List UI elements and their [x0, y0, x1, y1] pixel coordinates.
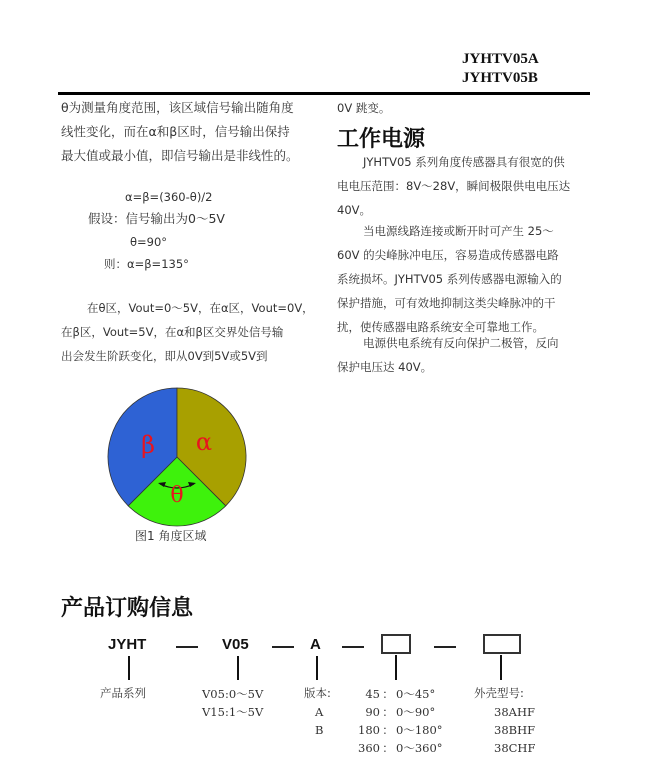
range-code: 45	[365, 687, 380, 701]
connector-range	[395, 655, 397, 680]
text-line: 保护措施，可有效地抑制这类尖峰脉冲的干	[337, 296, 556, 310]
code-range-box[interactable]	[381, 634, 411, 654]
range-sep: ：	[382, 705, 394, 719]
text-line: 在θ区，Vout=0～5V，在α区，Vout=0V，	[87, 301, 314, 315]
text-line: 电电压范围：8V～28V，瞬间极限供电电压达	[337, 179, 571, 193]
figure-caption: 图1 角度区域	[135, 529, 207, 543]
section-title-power: 工作电源	[337, 127, 426, 152]
angle-region-figure	[100, 378, 260, 533]
header-rule	[58, 92, 590, 95]
range-value: 0～90°	[396, 705, 436, 719]
result: 则：α=β=135°	[104, 257, 189, 271]
housing-option: 38BHF	[494, 723, 536, 737]
range-value: 0～180°	[396, 723, 443, 737]
assumption: 假设：信号输出为0～5V	[88, 211, 225, 226]
text-line: 当电源线路连接或断开时可产生 25～	[363, 224, 554, 238]
range-row	[350, 685, 443, 703]
theta-label: θ	[170, 483, 184, 508]
left-para1	[61, 96, 299, 168]
range-row	[350, 703, 443, 721]
housing-label: 外壳型号:	[474, 686, 524, 700]
text-line: 在β区，Vout=5V，在α和β区交界处信号输	[61, 325, 284, 339]
code-voltage: V05	[222, 636, 249, 653]
text-line: θ为测量角度范围，该区域信号输出随角度	[61, 100, 294, 115]
text-line: 电源供电系统有反向保护二极管，反向	[363, 336, 559, 350]
range-sep: ：	[382, 687, 394, 701]
header-model-b: JYHTV05B	[462, 70, 538, 86]
beta-label: β	[141, 431, 155, 459]
formula: α=β=(360-θ)/2	[125, 190, 213, 204]
range-code: 90	[365, 705, 380, 719]
text-line: 保护电压达 40V。	[337, 360, 433, 374]
theta-value: θ=90°	[130, 235, 168, 249]
text-line: 出会发生阶跃变化，即从0V到5V或5V到	[61, 349, 268, 363]
series-label: 产品系列	[100, 686, 146, 700]
code-dash-4	[434, 646, 456, 648]
voltage-option: V05:0～5V	[202, 687, 264, 701]
voltage-options	[202, 685, 263, 721]
alpha-label: α	[195, 428, 213, 456]
connector-version	[316, 656, 318, 680]
right-para1	[337, 150, 570, 222]
text-line: 最大值或最小值，即信号输出是非线性的。	[61, 148, 299, 163]
range-value: 0～45°	[396, 687, 436, 701]
housing-option: 38CHF	[494, 741, 536, 755]
header-model-a: JYHTV05A	[462, 51, 539, 67]
version-option: B	[315, 723, 324, 737]
code-housing-box[interactable]	[483, 634, 521, 654]
version-options	[315, 703, 323, 739]
range-options	[350, 685, 443, 757]
connector-voltage	[237, 656, 239, 680]
right-para2	[337, 219, 562, 339]
code-dash-3	[342, 646, 364, 648]
voltage-option: V15:1～5V	[202, 705, 264, 719]
text-line: JYHTV05 系列角度传感器具有很宽的供	[363, 155, 565, 169]
text-line: 40V。	[337, 203, 372, 217]
code-series: JYHT	[108, 636, 147, 653]
left-para2	[61, 296, 314, 368]
range-value: 0～360°	[396, 741, 443, 755]
right-continuation: 0V 跳变。	[337, 101, 391, 115]
connector-series	[128, 656, 130, 680]
housing-option: 38AHF	[494, 705, 535, 719]
connector-housing	[500, 655, 502, 680]
range-row	[350, 739, 443, 757]
text-line: 60V 的尖峰脉冲电压，容易造成传感器电路	[337, 248, 559, 262]
version-label: 版本:	[304, 686, 331, 700]
range-code: 360	[358, 741, 380, 755]
range-row	[350, 721, 443, 739]
text-line: 系统损坏。JYHTV05 系列传感器电源输入的	[337, 272, 562, 286]
right-para3	[337, 331, 559, 379]
section-title-ordering: 产品订购信息	[61, 596, 194, 621]
range-sep: ：	[382, 723, 394, 737]
code-version: A	[310, 636, 321, 653]
code-dash-2	[272, 646, 294, 648]
text-line: 线性变化，而在α和β区时，信号输出保持	[61, 124, 290, 139]
code-dash-1	[176, 646, 198, 648]
housing-options	[494, 703, 535, 757]
range-sep: ：	[382, 741, 394, 755]
text-line: 扰，使传感器电路系统安全可靠地工作。	[337, 320, 544, 334]
version-option: A	[315, 705, 324, 719]
range-code: 180	[358, 723, 380, 737]
